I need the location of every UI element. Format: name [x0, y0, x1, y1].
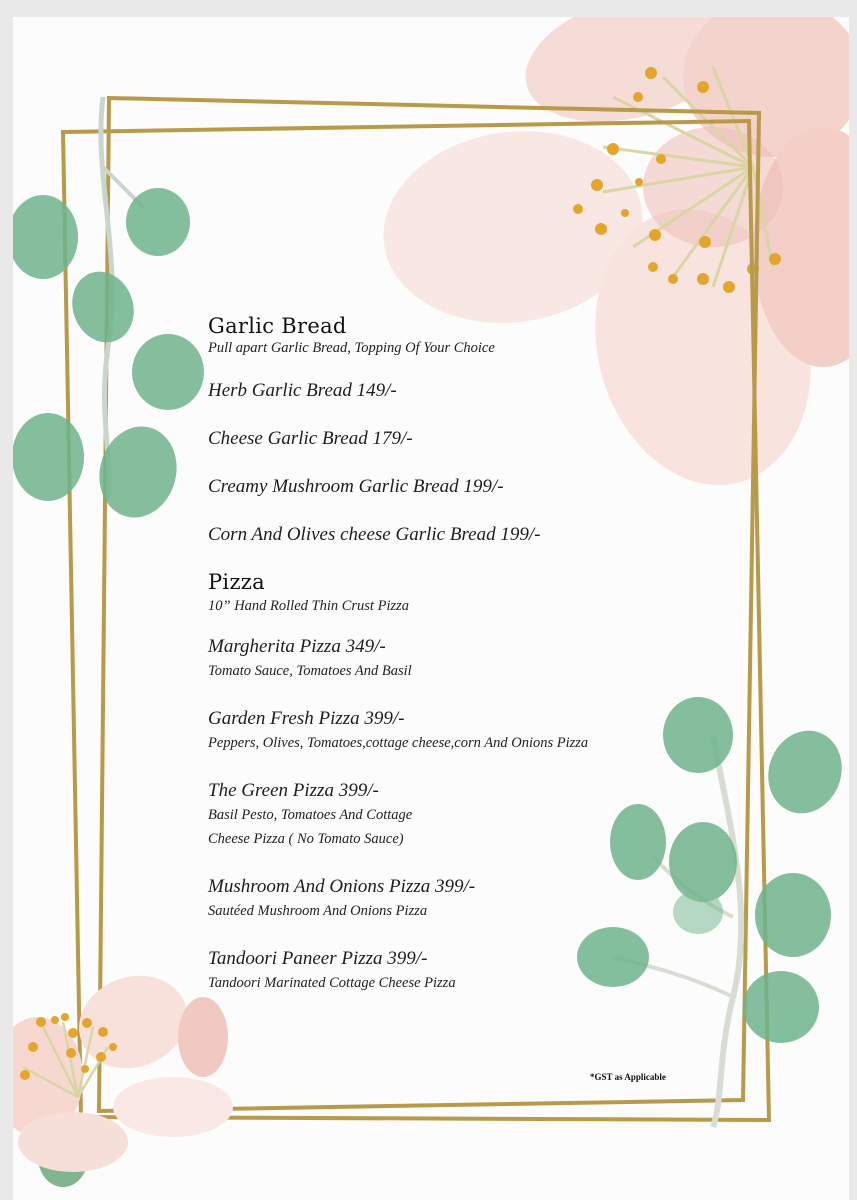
menu-item-name: Margherita Pizza 349/- [208, 636, 386, 657]
menu-item-description: Sautéed Mushroom And Onions Pizza [208, 903, 428, 919]
menu-item-description: Peppers, Olives, Tomatoes,cottage cheese,corn And Onions Pizza [208, 735, 589, 751]
menu-item-description: Tomato Sauce, Tomatoes And Basil [208, 663, 412, 679]
menu-item-herb-garlic-bread [208, 379, 768, 403]
section-title-garlic-bread: Garlic Bread [208, 314, 347, 338]
menu-item-cheese-garlic-bread [208, 427, 768, 451]
menu-item-garden-fresh-pizza [208, 707, 768, 755]
menu-item-name: Garden Fresh Pizza 399/- [208, 708, 405, 729]
section-title-pizza: Pizza [208, 570, 265, 594]
menu-item-name: Herb Garlic Bread 149/- [208, 380, 397, 401]
section-subtitle-pizza: 10” Hand Rolled Thin Crust Pizza [208, 598, 410, 614]
menu-item-description: Basil Pesto, Tomatoes And Cottage [208, 807, 413, 823]
menu-item-name: Cheese Garlic Bread 179/- [208, 428, 413, 449]
menu-item-the-green-pizza [208, 779, 768, 851]
menu-item-creamy-mushroom-garlic-bread [208, 475, 768, 499]
menu-item-name: The Green Pizza 399/- [208, 780, 379, 801]
menu-item-name: Creamy Mushroom Garlic Bread 199/- [208, 476, 504, 497]
menu-content [208, 313, 768, 995]
menu-item-name: Corn And Olives cheese Garlic Bread 199/- [208, 524, 541, 545]
menu-page [13, 17, 849, 1200]
menu-item-corn-olives-garlic-bread [208, 523, 768, 547]
menu-item-description: Cheese Pizza ( No Tomato Sauce) [208, 831, 404, 847]
menu-item-mushroom-onions-pizza [208, 875, 768, 923]
menu-item-description: Tandoori Marinated Cottage Cheese Pizza [208, 975, 456, 991]
menu-item-tandoori-paneer-pizza [208, 947, 768, 995]
menu-item-name: Mushroom And Onions Pizza 399/- [208, 876, 476, 897]
flower-bottom-left-icon [13, 961, 233, 1187]
section-subtitle-garlic-bread: Pull apart Garlic Bread, Topping Of Your Choice [208, 340, 495, 356]
menu-item-margherita-pizza [208, 635, 768, 683]
gst-note: *GST as Applicable [590, 1072, 666, 1082]
menu-item-name: Tandoori Paneer Pizza 399/- [208, 948, 428, 969]
